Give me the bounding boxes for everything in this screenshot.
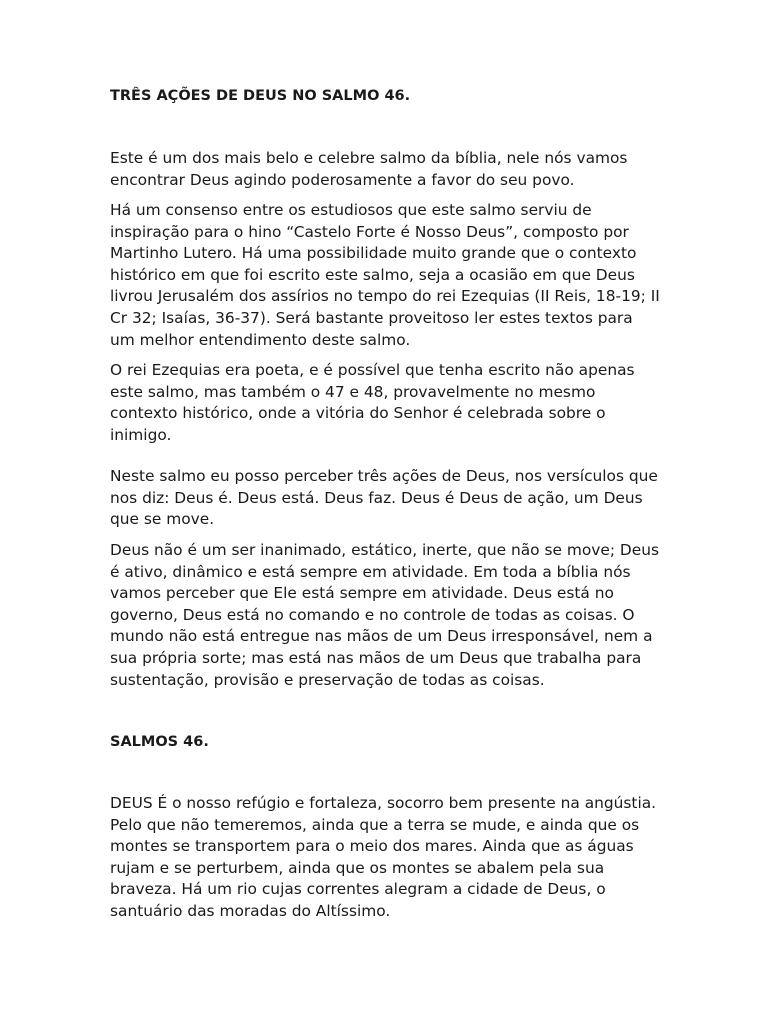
psalm-text: DEUS É o nosso refúgio e fortaleza, socorro bem presente na angústia. Pelo que não temeremos, ainda que a terra se mude, e ainda que os montes se transportem para o meio dos mares. Ainda que as águas rujam e se perturbem, ainda que os montes se abalem pela sua braveza. Há um rio cujas correntes alegram a cidade de Deus, o santuário das moradas do Altíssimo. <box>110 794 657 920</box>
paragraph-three-actions: Neste salmo eu posso perceber três ações de Deus, nos versículos que nos diz: Deus é. Deus está. Deus faz. Deus é Deus de ação, um Deus que se move. <box>110 467 658 529</box>
document-title: TRÊS AÇÕES DE DEUS NO SALMO 46. <box>110 88 411 104</box>
paragraph-ezequias: O rei Ezequias era poeta, e é possível que tenha escrito não apenas este salmo, mas também o 47 e 48, provavelmente no mesmo contexto histórico, onde a vitória do Senhor é celebrada sobre o inimigo. <box>110 361 635 444</box>
paragraph-context: Há um consenso entre os estudiosos que este salmo serviu de inspiração para o hino “Castelo Forte é Nosso Deus”, composto por Martinho Lutero. Há uma possibilidade muito grande que o contexto histórico em que foi escrito este salmo, seja a ocasião em que Deus livrou Jerusalém dos assírios no tempo do rei Ezequias (II Reis, 18-19; II Cr 32; Isaías, 36-37). Será bastante proveitoso ler estes textos para um melhor entendimento deste salmo. <box>110 201 660 349</box>
paragraph-intro: Este é um dos mais belo e celebre salmo da bíblia, nele nós vamos encontrar Deus agindo poderosamente a favor do seu povo. <box>110 149 628 189</box>
paragraph-active-god: Deus não é um ser inanimado, estático, inerte, que não se move; Deus é ativo, dinâmico e está sempre em atividade. Em toda a bíblia nós vamos perceber que Ele está sempre em atividade. Deus está no governo, Deus está no comando e no controle de todas as coisas. O mundo não está entregue nas mãos de um Deus irresponsável, nem a sua própria sorte; mas está nas mãos de um Deus que trabalha para sustentação, provisão e preservação de todas as coisas. <box>110 541 660 689</box>
section-heading: SALMOS 46. <box>110 734 209 750</box>
